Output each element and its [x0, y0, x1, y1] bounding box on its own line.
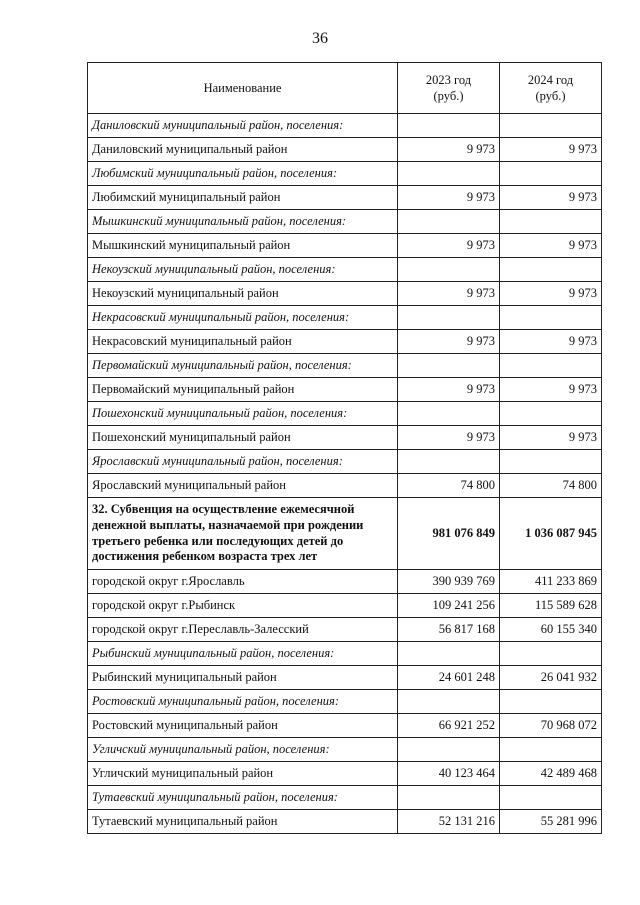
- value-2024-cell: [500, 690, 602, 714]
- subheading-row: [88, 114, 602, 138]
- value-2023-cell: [398, 450, 500, 474]
- row-name-cell: городской округ г.Рыбинск: [88, 594, 398, 618]
- value-2023-cell: [398, 786, 500, 810]
- header-2023: 2023 год (руб.): [398, 63, 500, 114]
- row-name-cell: Ростовский муниципальный район: [88, 714, 398, 738]
- value-2023-cell: [398, 354, 500, 378]
- value-2024-cell: 115 589 628: [500, 594, 602, 618]
- page-number: 36: [312, 30, 328, 47]
- row-name-cell: Рыбинский муниципальный район, поселения:: [88, 642, 398, 666]
- row-name-cell: городской округ г.Переславль-Залесский: [88, 618, 398, 642]
- table-row: [88, 330, 602, 354]
- value-2024-cell: [500, 114, 602, 138]
- value-2023-cell: 56 817 168: [398, 618, 500, 642]
- value-2024-cell: 55 281 996: [500, 810, 602, 834]
- row-name-cell: Ростовский муниципальный район, поселения:: [88, 690, 398, 714]
- subheading-row: [88, 738, 602, 762]
- value-2023-cell: 9 973: [398, 330, 500, 354]
- value-2024-cell: 9 973: [500, 378, 602, 402]
- value-2024-cell: 9 973: [500, 330, 602, 354]
- value-2023-cell: 40 123 464: [398, 762, 500, 786]
- value-2023-cell: [398, 258, 500, 282]
- value-2023-cell: [398, 690, 500, 714]
- value-2024-cell: [500, 450, 602, 474]
- row-name-cell: Первомайский муниципальный район, поселения:: [88, 354, 398, 378]
- value-2023-cell: [398, 210, 500, 234]
- value-2024-cell: 26 041 932: [500, 666, 602, 690]
- value-2023-cell: 9 973: [398, 234, 500, 258]
- header-2024: 2024 год (руб.): [500, 63, 602, 114]
- value-2024-cell: 9 973: [500, 426, 602, 450]
- value-2023-cell: [398, 114, 500, 138]
- value-2024-cell: [500, 642, 602, 666]
- table-row: [88, 378, 602, 402]
- value-2023-cell: 24 601 248: [398, 666, 500, 690]
- table-row: [88, 474, 602, 498]
- value-2024-cell: 411 233 869: [500, 570, 602, 594]
- row-name-cell: Рыбинский муниципальный район: [88, 666, 398, 690]
- row-name-cell: Угличский муниципальный район, поселения:: [88, 738, 398, 762]
- subheading-row: [88, 162, 602, 186]
- table-row: [88, 618, 602, 642]
- value-2024-cell: [500, 786, 602, 810]
- section-row: [88, 498, 602, 570]
- subheading-row: [88, 690, 602, 714]
- row-name-cell: Некрасовский муниципальный район, поселения:: [88, 306, 398, 330]
- subheading-row: [88, 306, 602, 330]
- row-name-cell: Мышкинский муниципальный район: [88, 234, 398, 258]
- value-2023-cell: 74 800: [398, 474, 500, 498]
- row-name-cell: городской округ г.Ярославль: [88, 570, 398, 594]
- value-2024-cell: 9 973: [500, 282, 602, 306]
- value-2024-cell: [500, 258, 602, 282]
- value-2023-cell: 9 973: [398, 282, 500, 306]
- subheading-row: [88, 786, 602, 810]
- table-row: [88, 666, 602, 690]
- value-2024-cell: [500, 210, 602, 234]
- row-name-cell: Пошехонский муниципальный район, поселения:: [88, 402, 398, 426]
- table-row: [88, 426, 602, 450]
- row-name-cell: Мышкинский муниципальный район, поселения:: [88, 210, 398, 234]
- value-2023-cell: 9 973: [398, 186, 500, 210]
- value-2024-cell: [500, 354, 602, 378]
- value-2024-cell: 60 155 340: [500, 618, 602, 642]
- row-name-cell: Ярославский муниципальный район: [88, 474, 398, 498]
- table-header: [88, 63, 602, 114]
- value-2024-cell: [500, 306, 602, 330]
- value-2024-cell: 1 036 087 945: [500, 498, 602, 570]
- value-2024-cell: 9 973: [500, 186, 602, 210]
- value-2023-cell: 52 131 216: [398, 810, 500, 834]
- table-row: [88, 282, 602, 306]
- value-2024-cell: 74 800: [500, 474, 602, 498]
- table-row: [88, 570, 602, 594]
- value-2023-cell: 66 921 252: [398, 714, 500, 738]
- value-2023-cell: [398, 306, 500, 330]
- value-2023-cell: [398, 162, 500, 186]
- row-name-cell: Некрасовский муниципальный район: [88, 330, 398, 354]
- value-2024-cell: [500, 738, 602, 762]
- header-name: Наименование: [88, 63, 398, 114]
- value-2023-cell: [398, 642, 500, 666]
- subheading-row: [88, 642, 602, 666]
- value-2023-cell: 390 939 769: [398, 570, 500, 594]
- row-name-cell: Некоузский муниципальный район: [88, 282, 398, 306]
- value-2024-cell: 9 973: [500, 234, 602, 258]
- row-name-cell: 32. Субвенция на осуществление ежемесячной денежной выплаты, назначаемой при рождении третьего ребенка или последующих детей до достижения ребенком возраста трех лет: [88, 498, 398, 570]
- row-name-cell: Даниловский муниципальный район: [88, 138, 398, 162]
- table-row: [88, 138, 602, 162]
- value-2024-cell: [500, 162, 602, 186]
- row-name-cell: Ярославский муниципальный район, поселения:: [88, 450, 398, 474]
- row-name-cell: Любимский муниципальный район, поселения:: [88, 162, 398, 186]
- subheading-row: [88, 450, 602, 474]
- value-2023-cell: 9 973: [398, 378, 500, 402]
- row-name-cell: Некоузский муниципальный район, поселения:: [88, 258, 398, 282]
- subheading-row: [88, 210, 602, 234]
- table-body: [88, 114, 602, 834]
- value-2023-cell: 109 241 256: [398, 594, 500, 618]
- value-2024-cell: 9 973: [500, 138, 602, 162]
- subheading-row: [88, 354, 602, 378]
- table-row: [88, 594, 602, 618]
- value-2023-cell: 9 973: [398, 138, 500, 162]
- table-row: [88, 714, 602, 738]
- value-2024-cell: [500, 402, 602, 426]
- subheading-row: [88, 258, 602, 282]
- row-name-cell: Любимский муниципальный район: [88, 186, 398, 210]
- row-name-cell: Первомайский муниципальный район: [88, 378, 398, 402]
- value-2024-cell: 42 489 468: [500, 762, 602, 786]
- value-2023-cell: [398, 738, 500, 762]
- row-name-cell: Даниловский муниципальный район, поселения:: [88, 114, 398, 138]
- value-2024-cell: 70 968 072: [500, 714, 602, 738]
- row-name-cell: Тутаевский муниципальный район: [88, 810, 398, 834]
- value-2023-cell: 981 076 849: [398, 498, 500, 570]
- subheading-row: [88, 402, 602, 426]
- value-2023-cell: 9 973: [398, 426, 500, 450]
- table-row: [88, 762, 602, 786]
- budget-table: [87, 62, 602, 834]
- table-row: [88, 186, 602, 210]
- value-2023-cell: [398, 402, 500, 426]
- row-name-cell: Угличский муниципальный район: [88, 762, 398, 786]
- table-row: [88, 234, 602, 258]
- table-row: [88, 810, 602, 834]
- row-name-cell: Тутаевский муниципальный район, поселения:: [88, 786, 398, 810]
- row-name-cell: Пошехонский муниципальный район: [88, 426, 398, 450]
